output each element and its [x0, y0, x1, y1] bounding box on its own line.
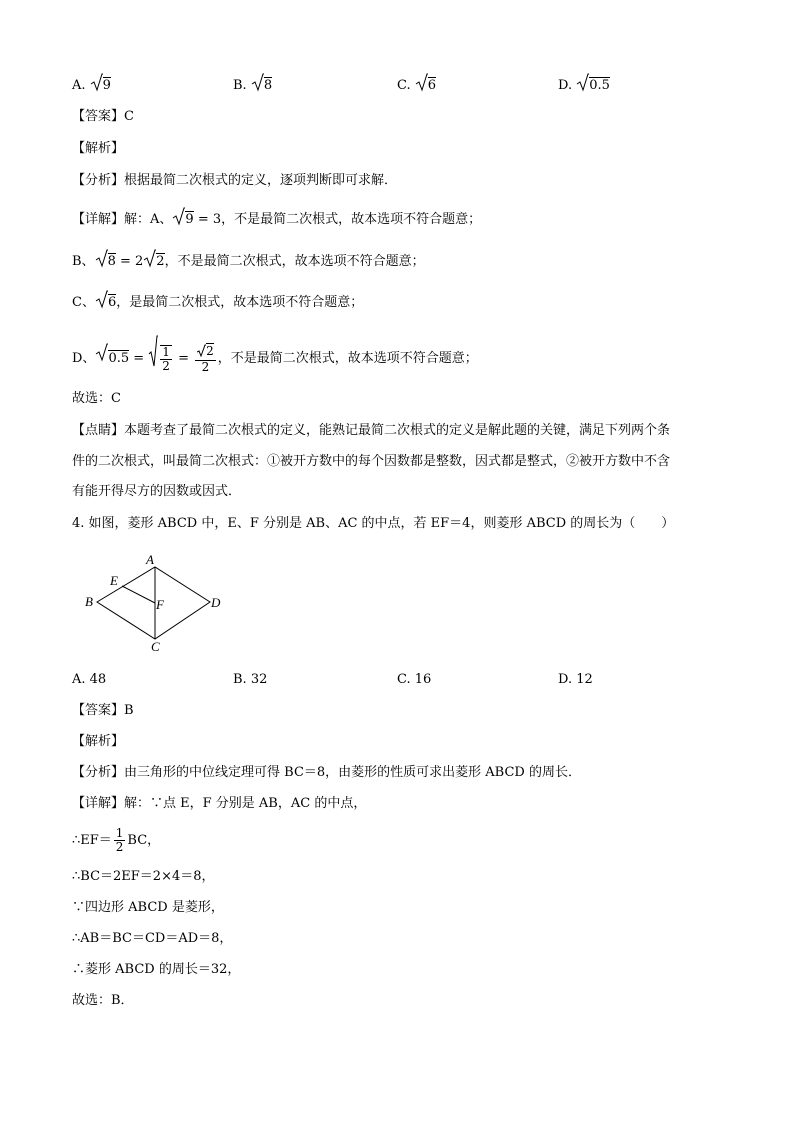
fraction-denominator: 2 [162, 358, 170, 373]
q3-analysis [72, 171, 397, 191]
q3-jiexi-tag: 【解析】 [72, 141, 125, 156]
label-d: D [211, 595, 221, 610]
label-b: B [85, 594, 93, 609]
detail-text: B、 [72, 254, 95, 269]
sqrt-icon [415, 72, 428, 99]
sqrt-icon [95, 289, 108, 316]
detail-tag: 【详解】 [72, 212, 125, 227]
q3-detail-b [72, 248, 425, 275]
analysis-text: 由三角形的中位线定理可得 BC＝8，由菱形的性质可求出菱形 ABCD 的周长． [124, 765, 581, 780]
option-letter: A. [72, 78, 86, 93]
option-radicand: 6 [427, 78, 437, 93]
detail-text: ，不是最简二次根式，故本选项不符合题意； [164, 254, 425, 269]
q4-option-d: D. 12 [558, 672, 593, 687]
q3-detail-c [72, 289, 363, 316]
q3-comment-1 [72, 421, 670, 441]
analysis-tag: 【分析】 [72, 173, 125, 188]
radicand: 0.5 [108, 351, 130, 366]
label-f: F [156, 597, 164, 612]
q3-answer [72, 107, 134, 127]
q4-stem: 4. 如图，菱形 ABCD 中，E、F 分别是 AB、AC 的中点，若 EF＝4，则菱形 ABCD 的周长为（ ） [72, 516, 675, 531]
equation-part: = 2 [115, 254, 144, 269]
label-c: C [151, 639, 160, 654]
detail-text: ∴EF＝ [72, 833, 112, 848]
rhombus-figure [80, 550, 240, 660]
answer-tag: 【答案】 [72, 703, 125, 718]
fraction-denominator: 2 [201, 359, 210, 374]
detail-text: ，不是最简二次根式，故本选项不符合题意； [217, 351, 478, 366]
q3-option-a [72, 72, 111, 99]
detail-text: ，是最简二次根式，故本选项不符合题意； [116, 295, 364, 310]
equation-part: = [173, 351, 194, 366]
sqrt-icon [576, 72, 589, 99]
q3-option-d [558, 72, 610, 99]
segment-ef [122, 586, 155, 603]
sqrt-icon [95, 341, 108, 377]
fraction [160, 345, 172, 373]
q4-detail-6: ∴菱形 ABCD 的周长＝32， [72, 962, 241, 977]
option-radicand: 0.5 [589, 78, 610, 93]
sqrt-icon [90, 72, 103, 99]
answer-value: B [124, 703, 134, 718]
option-radicand: 9 [102, 78, 111, 93]
q3-choose: 故选：C [72, 391, 121, 406]
q3-detail-d [72, 334, 478, 374]
detail-tag: 【详解】 [72, 796, 125, 811]
q4-detail-3: ∴BC＝2EF＝2×4＝8， [72, 869, 215, 884]
fraction-numerator [195, 344, 216, 361]
detail-text: ，不是最简二次根式，故本选项不符合题意； [221, 212, 482, 227]
radicand: 8 [107, 254, 116, 269]
sqrt-icon [251, 72, 264, 99]
fraction-numerator: 1 [115, 826, 124, 840]
sqrt-icon [143, 248, 156, 275]
q4-option-b: B. 32 [233, 672, 268, 687]
option-letter: B. [233, 78, 247, 93]
analysis-tag: 【分析】 [72, 765, 125, 780]
q4-detail-2 [72, 826, 160, 856]
q4-option-a: A. 48 [72, 672, 107, 687]
fraction [114, 827, 126, 854]
sqrt-large-icon [148, 334, 158, 383]
q4-detail-5: ∴AB＝BC＝CD＝AD＝8， [72, 931, 233, 946]
q4-jiexi-tag: 【解析】 [72, 734, 125, 749]
answer-tag: 【答案】 [72, 109, 125, 124]
radicand: 9 [185, 212, 194, 227]
detail-text: C、 [72, 295, 95, 310]
fraction-denominator: 2 [115, 840, 124, 854]
q3-comment-2: 件的二次根式，叫最简二次根式：①被开方数中的每个因数都是整数，因式都是整式，②被开方数中不含 [72, 454, 671, 469]
answer-value: C [124, 109, 134, 124]
fraction-numerator: 1 [162, 344, 170, 359]
q3-detail-a [72, 206, 481, 233]
comment-text: 本题考查了最简二次根式的定义，能熟记最简二次根式的定义是解此题的关键，满足下列两个条 [124, 423, 671, 438]
fraction [195, 344, 216, 374]
q4-option-c: C. 16 [397, 672, 432, 687]
analysis-text: 根据最简二次根式的定义，逐项判断即可求解． [124, 173, 398, 188]
equation-part: = [129, 351, 149, 366]
detail-text: D、 [72, 351, 96, 366]
detail-text: 解：A、 [124, 212, 173, 227]
sqrt-icon [172, 206, 185, 233]
sqrt-icon [197, 344, 206, 360]
option-letter: C. [397, 78, 411, 93]
label-e: E [110, 573, 118, 588]
q3-option-b [233, 72, 272, 99]
radicand: 2 [206, 344, 214, 358]
detail-text: BC， [127, 833, 161, 848]
q4-answer [72, 701, 134, 721]
sqrt-icon [95, 248, 108, 275]
q4-detail-4: ∵四边形 ABCD 是菱形， [72, 900, 224, 915]
q4-detail-1 [72, 794, 366, 814]
comment-tag: 【点睛】 [72, 423, 125, 438]
q4-choose: 故选：B． [72, 993, 134, 1008]
radicand: 2 [156, 254, 165, 269]
detail-text: 解：∵点 E，F 分别是 AB，AC 的中点， [124, 796, 367, 811]
radicand: 6 [107, 295, 117, 310]
q3-comment-3: 有能开得尽方的因数或因式． [72, 484, 242, 499]
q4-analysis [72, 763, 581, 783]
equation-part: = 3 [193, 212, 222, 227]
option-radicand: 8 [263, 78, 273, 93]
label-a: A [146, 552, 154, 567]
option-letter: D. [558, 78, 573, 93]
q3-option-c [397, 72, 436, 99]
